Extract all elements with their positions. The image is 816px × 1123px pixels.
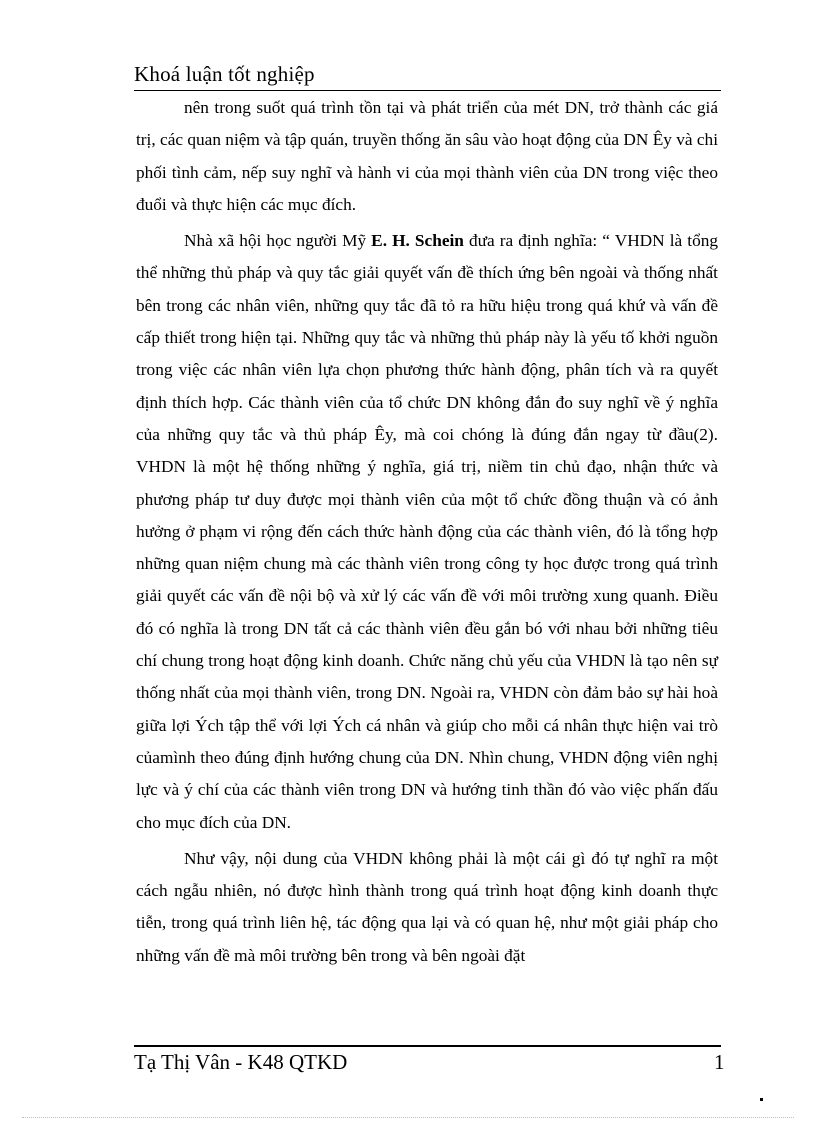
paragraph-2-rest: đưa ra định nghĩa: “ VHDN là tổng thể những thủ pháp và quy tắc giải quyết vấn đề thích ứng bên ngoài và thống nhất bên trong các nhân viên, những quy tắc đã tỏ ra hữu hiệu trong quá khứ và vấn đề cấp thiết trong hiện tại. Những quy tắc và những thủ pháp này là yếu tố khởi nguồn trong việc các nhân viên lựa chọn phương thức hành động, phân tích và ra quyết định thích hợp. Các thành viên của tổ chức DN không đắn đo suy nghĩ về ý nghĩa của những quy tắc và thủ pháp Êy, mà coi chóng là đúng đắn ngay từ đầu(2). VHDN là một hệ thống những ý nghĩa, giá trị, niềm tin chủ đạo, nhận thức và phương pháp tư duy được mọi thành viên của một tổ chức đồng thuận và có ảnh hưởng ở phạm vi rộng đến cách thức hành động của các thành viên, đó là tổng hợp những quan niệm chung mà các thành viên trong công ty học được trong quá trình giải quyết các vấn đề nội bộ và xử lý các vấn đề với môi trường xung quanh. Điều đó có nghĩa là trong DN tất cả các thành viên đều gắn bó với nhau bởi những tiêu chí chung trong hoạt động kinh doanh. Chức năng chủ yếu của VHDN là tạo nên sự thống nhất của mọi thành viên, trong DN. Ngoài ra, VHDN còn đảm bảo sự hài hoà giữa lợi Ých tập thể với lợi Ých cá nhân và giúp cho mỗi cá nhân thực hiện vai trò củamình theo đúng định hướng chung của DN. Nhìn chung, VHDN động viên nghị lực và ý chí của các thành viên trong DN và hướng tinh thần đó vào việc phấn đấu cho mục đích của DN.: [136, 231, 718, 832]
document-body: [136, 92, 718, 972]
page-bottom-dotted-border: [22, 1117, 794, 1118]
page-number: 1: [714, 1050, 725, 1074]
paragraph-2-intro: Nhà xã hội học người Mỹ: [184, 231, 372, 251]
header-divider: [134, 90, 721, 91]
footer-divider: [134, 1045, 721, 1047]
footer-author: Tạ Thị Vân - K48 QTKD: [134, 1050, 348, 1074]
page-header-title: Khoá luận tốt nghiệp: [134, 62, 315, 86]
author-name-bold: E. H. Schein: [371, 231, 464, 251]
paragraph-3: Như vậy, nội dung của VHDN không phải là một cái gì đó tự nghĩ ra một cách ngẫu nhiên, nó được hình thành trong quá trình hoạt động kinh doanh thực tiễn, trong quá trình liên hệ, tác động qua lại và có quan hệ, như một giải pháp cho những vấn đề mà môi trường bên trong và bên ngoài đặt: [136, 848, 718, 965]
paragraph-1: nên trong suốt quá trình tồn tại và phát triển của mét DN, trở thành các giá trị, các quan niệm và tập quán, truyền thống ăn sâu vào hoạt động của DN Êy và chi phối tình cảm, nếp suy nghĩ và hành vi của mọi thành viên của DN trong việc theo đuổi và thực hiện các mục đích.: [136, 98, 718, 214]
paragraph-2: [136, 225, 718, 839]
margin-dot: [760, 1098, 763, 1101]
